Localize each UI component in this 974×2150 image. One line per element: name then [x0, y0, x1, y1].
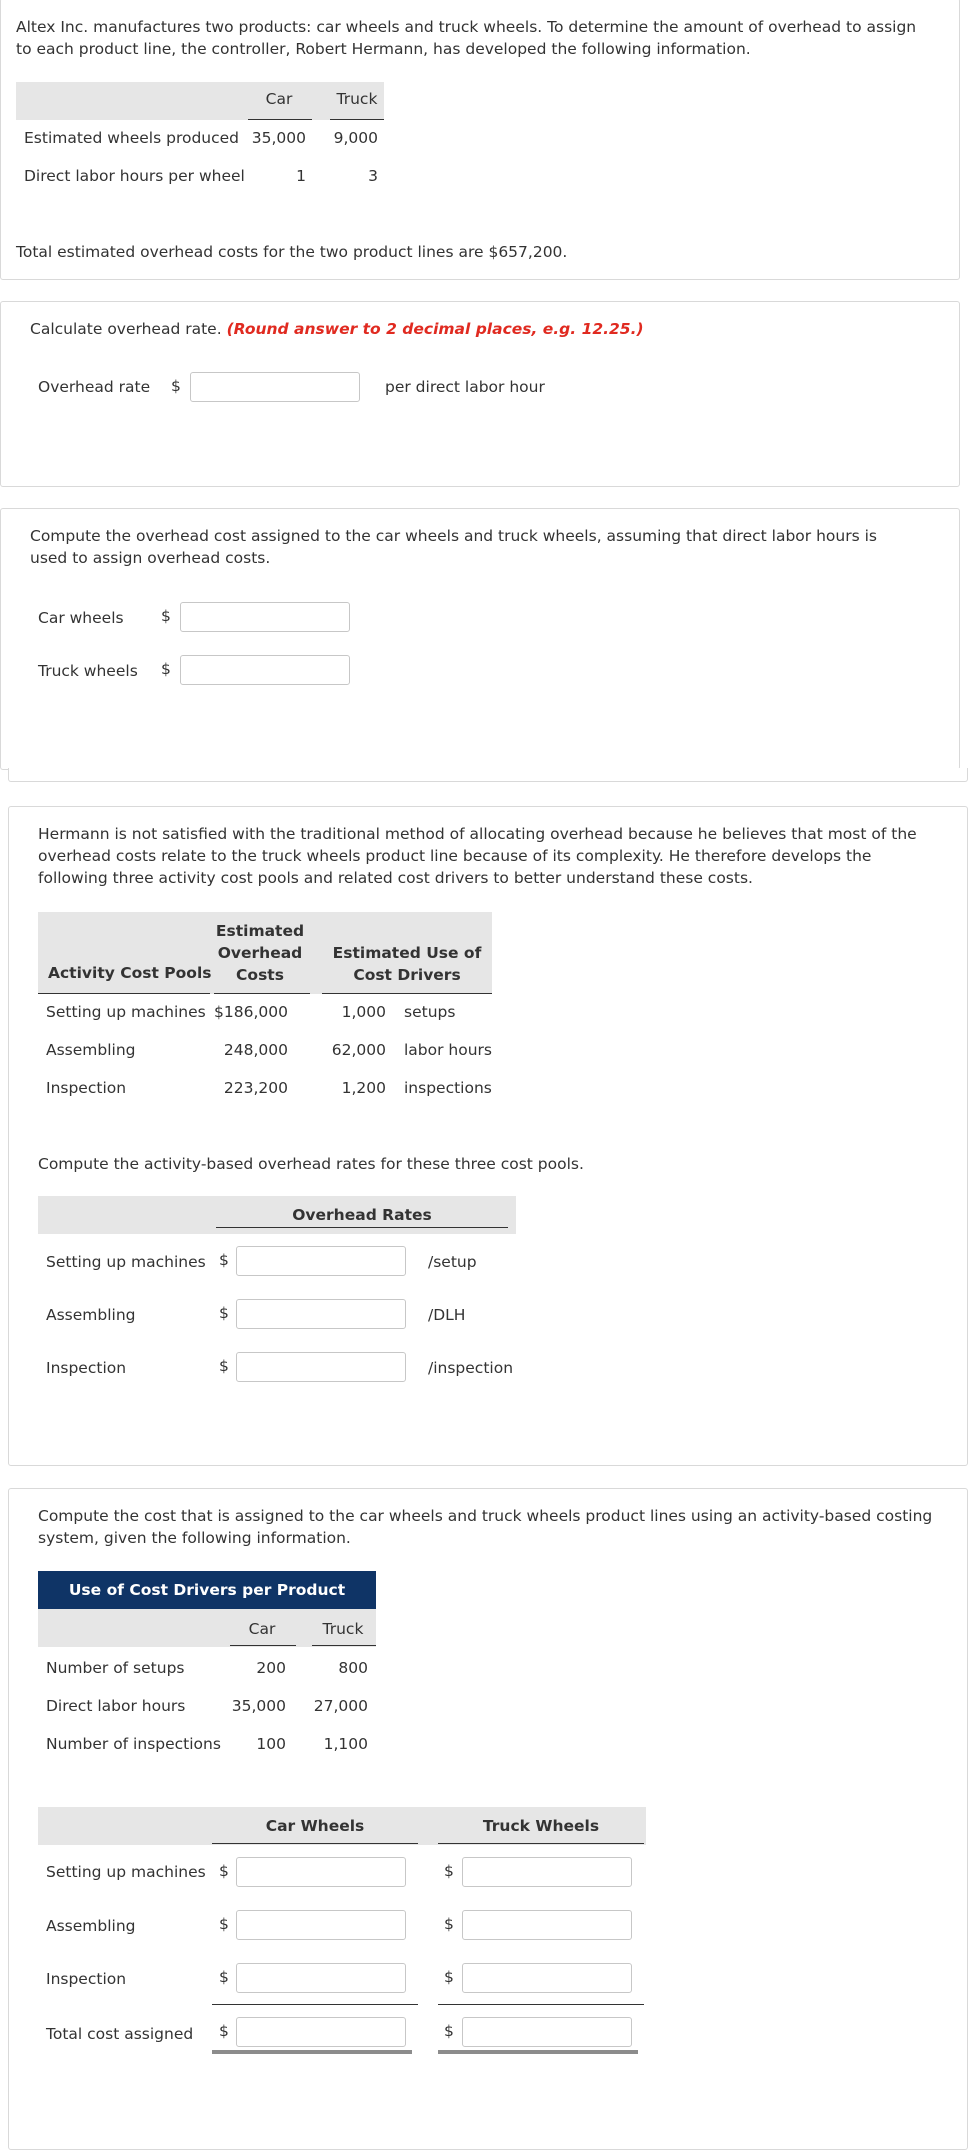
currency-symbol: $ [171, 377, 181, 395]
use-col-car-underline [230, 1645, 296, 1646]
col-est-use-line1: Estimated Use of [332, 944, 482, 962]
subtotal-line-truck [438, 2004, 644, 2005]
currency-symbol: $ [161, 607, 171, 625]
rate-row-unit: /DLH [428, 1306, 466, 1324]
use-row-label: Number of setups [46, 1659, 185, 1677]
cost-col-car: Car Wheels [265, 1817, 365, 1835]
currency-symbol: $ [444, 1968, 454, 1986]
truck-total-cost-input[interactable] [462, 2017, 632, 2047]
cost-col-car-underline [212, 1843, 418, 1844]
activity-row-cost: 248,000 [223, 1041, 288, 1059]
assembling-rate-input[interactable] [236, 1299, 406, 1329]
col-est-costs [214, 920, 306, 986]
total-double-line-truck [438, 2050, 638, 2054]
use-row-label: Number of inspections [46, 1735, 221, 1753]
rate-row-label: Inspection [46, 1359, 127, 1377]
use-col-car: Car [248, 1620, 276, 1638]
cost-row-label: Total cost assigned [46, 2025, 194, 2043]
car-setup-cost-input[interactable] [236, 1857, 406, 1887]
col-est-costs-line3: Costs [236, 966, 284, 984]
use-row-car: 100 [256, 1735, 286, 1753]
car-wheels-overhead-input[interactable] [180, 602, 350, 632]
car-wheels-label: Car wheels [38, 609, 124, 627]
inspection-rate-input[interactable] [236, 1352, 406, 1382]
use-row-truck: 800 [338, 1659, 368, 1677]
use-row-label: Direct labor hours [46, 1697, 186, 1715]
use-col-truck: Truck [322, 1620, 364, 1638]
part1-instruction [30, 318, 930, 340]
currency-symbol: $ [444, 1862, 454, 1880]
panel-edge [8, 768, 968, 782]
use-col-truck-underline [312, 1645, 376, 1646]
use-row-truck: 27,000 [313, 1697, 368, 1715]
intro-total-text: Total estimated overhead costs for the two product lines are $657,200. [16, 243, 568, 261]
part1-instruction-text: Calculate overhead rate. [30, 320, 222, 338]
part1-hint: (Round answer to 2 decimal places, e.g. 12.25.) [226, 320, 644, 338]
part3-text: Hermann is not satisfied with the traditional method of allocating overhead because he believes that most of the overhead costs relate to the truck wheels product line because of its complexity. He therefore develops the following three activity cost pools and related cost drivers to better understand these costs. [38, 825, 917, 887]
setup-rate-input[interactable] [236, 1246, 406, 1276]
use-row-car: 200 [256, 1659, 286, 1677]
currency-symbol: $ [444, 2022, 454, 2040]
rate-row-unit: /inspection [428, 1359, 514, 1377]
col-est-costs-underline [214, 993, 310, 994]
part4-instruction: Compute the cost that is assigned to the car wheels and truck wheels product lines using an activity-based costing system, given the following information. [38, 1507, 933, 1547]
intro-row-car: 35,000 [251, 129, 306, 147]
currency-symbol: $ [219, 2022, 229, 2040]
car-inspection-cost-input[interactable] [236, 1963, 406, 1993]
col-overhead-rates-underline [216, 1227, 508, 1228]
rates-instruction: Compute the activity-based overhead rates for these three cost pools. [38, 1155, 584, 1173]
intro-row-truck: 9,000 [333, 129, 378, 147]
col-est-costs-line1: Estimated [215, 922, 305, 940]
intro-row-truck: 3 [368, 167, 378, 185]
truck-inspection-cost-input[interactable] [462, 1963, 632, 1993]
currency-symbol: $ [219, 1357, 229, 1375]
overhead-rate-label: Overhead rate [38, 378, 151, 396]
currency-symbol: $ [219, 1862, 229, 1880]
col-est-use [322, 942, 492, 986]
total-double-line-car [212, 2050, 412, 2054]
intro-col-truck-underline [330, 119, 384, 120]
cost-col-truck: Truck Wheels [482, 1817, 600, 1835]
col-est-use-line2: Cost Drivers [353, 966, 461, 984]
truck-setup-cost-input[interactable] [462, 1857, 632, 1887]
activity-row-unit: labor hours [404, 1041, 493, 1059]
currency-symbol: $ [219, 1304, 229, 1322]
intro-table-header [16, 82, 384, 120]
use-row-car: 35,000 [231, 1697, 286, 1715]
currency-symbol: $ [444, 1915, 454, 1933]
use-table-title: Use of Cost Drivers per Product [38, 1571, 376, 1609]
rate-row-label: Assembling [46, 1306, 136, 1324]
currency-symbol: $ [219, 1251, 229, 1269]
truck-assembling-cost-input[interactable] [462, 1910, 632, 1940]
intro-row-label: Estimated wheels produced [24, 129, 240, 147]
use-row-truck: 1,100 [323, 1735, 368, 1753]
activity-row-cost: $186,000 [214, 1003, 288, 1021]
currency-symbol: $ [161, 660, 171, 678]
col-est-use-underline [322, 993, 492, 994]
intro-col-car: Car [265, 90, 293, 108]
overhead-rate-input[interactable] [190, 372, 360, 402]
activity-row-unit: setups [404, 1003, 456, 1021]
intro-row-car: 1 [296, 167, 306, 185]
cost-row-label: Assembling [46, 1917, 136, 1935]
activity-row-qty: 62,000 [331, 1041, 386, 1059]
rate-row-label: Setting up machines [46, 1253, 206, 1271]
cost-row-label: Inspection [46, 1970, 127, 1988]
activity-row-unit: inspections [404, 1079, 492, 1097]
truck-wheels-overhead-input[interactable] [180, 655, 350, 685]
activity-row-qty: 1,200 [341, 1079, 386, 1097]
car-total-cost-input[interactable] [236, 2017, 406, 2047]
subtotal-line-car [212, 2004, 418, 2005]
activity-row-cost: 223,200 [223, 1079, 288, 1097]
currency-symbol: $ [219, 1968, 229, 1986]
truck-wheels-label: Truck wheels [38, 662, 138, 680]
rate-row-unit: /setup [428, 1253, 477, 1271]
intro-col-car-underline [248, 119, 312, 120]
activity-row-pool: Inspection [46, 1079, 127, 1097]
intro-text: Altex Inc. manufactures two products: car wheels and truck wheels. To determine the amount of overhead to assign to each product line, the controller, Robert Hermann, has developed the following information. [16, 18, 917, 58]
cost-row-label: Setting up machines [46, 1863, 206, 1881]
col-activity-pools: Activity Cost Pools [48, 964, 212, 982]
activity-row-pool: Assembling [46, 1041, 136, 1059]
car-assembling-cost-input[interactable] [236, 1910, 406, 1940]
currency-symbol: $ [219, 1915, 229, 1933]
overhead-rate-unit: per direct labor hour [385, 378, 545, 396]
col-activity-pools-underline [38, 993, 210, 994]
col-overhead-rates: Overhead Rates [292, 1206, 432, 1224]
activity-row-qty: 1,000 [341, 1003, 386, 1021]
intro-col-truck: Truck [336, 90, 378, 108]
intro-row-label: Direct labor hours per wheel [24, 167, 245, 185]
part2-instruction: Compute the overhead cost assigned to the car wheels and truck wheels, assuming that direct labor hours is used to assign overhead costs. [30, 527, 877, 567]
col-est-costs-line2: Overhead [217, 944, 303, 962]
activity-row-pool: Setting up machines [46, 1003, 206, 1021]
cost-col-truck-underline [438, 1843, 644, 1844]
